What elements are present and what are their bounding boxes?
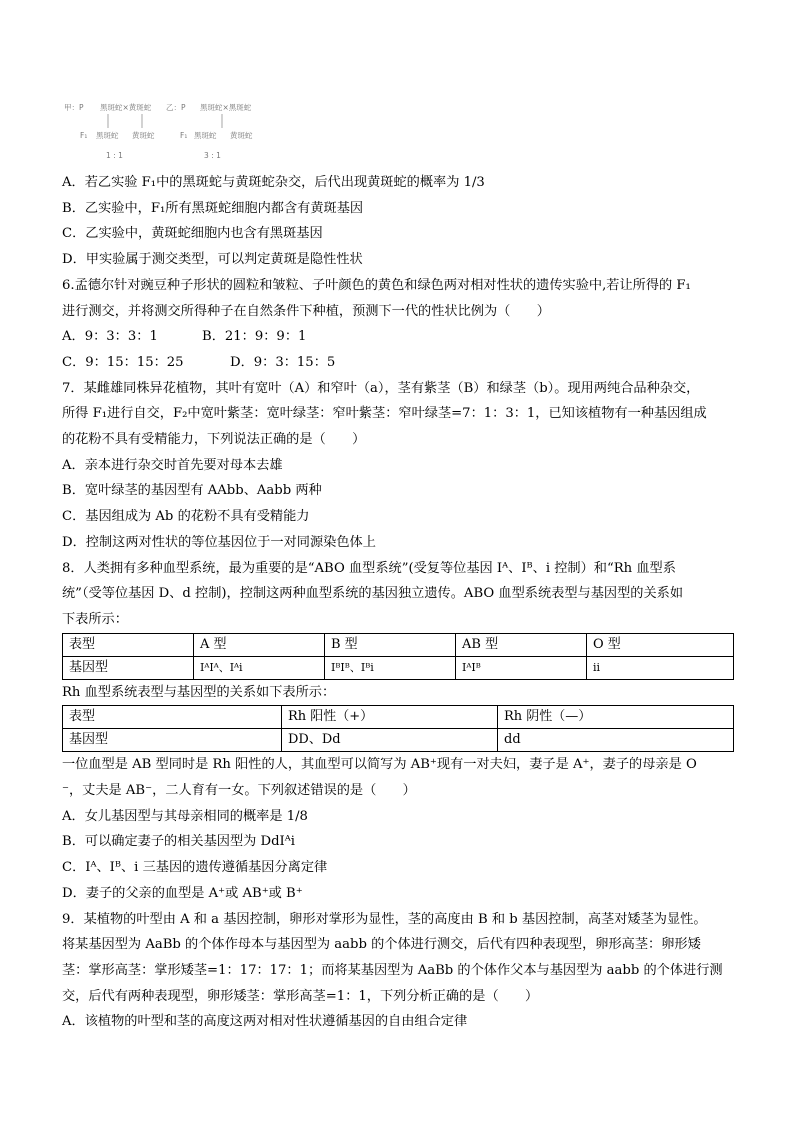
q8-para-2: ⁻，丈夫是 AB⁻，二人育有一女。下列叙述错误的是（ ） — [62, 783, 416, 799]
q8-table2-intro: Rh 血型系统表型与基因型的关系如下表所示： — [62, 684, 336, 700]
q5-option-b: B．乙实验中，F₁所有黑斑蛇细胞内都含有黄斑基因 — [62, 200, 364, 216]
q6-option-d: D．9：3：15：5 — [230, 354, 336, 370]
q9-stem-2: 将某基因型为 AaBb 的个体作母本与基因型为 aabb 的个体进行测交，后代有四种表现型，卵形高茎：卵形矮 — [62, 937, 701, 953]
q6-option-c: C．9：15：15：25 — [62, 354, 184, 370]
cross-diagram-svg — [62, 98, 262, 164]
q9-stem-1: 9．某植物的叶型由 A 和 a 基因控制，卵形对掌形为显性，茎的高度由 B 和 b 基因控制，高茎对矮茎为显性。 — [62, 911, 707, 927]
table-cell: 基因型 — [63, 729, 282, 752]
jia-f1: F₁ — [80, 131, 88, 140]
yi-label: 乙：P — [166, 103, 186, 112]
q9-option-a: A．该植物的叶型和茎的高度这两对相对性状遵循基因的自由组合定律 — [62, 1014, 468, 1030]
jia-offspring-black: 黑斑蛇 — [96, 131, 119, 140]
table-cell: dd — [498, 729, 734, 752]
table-cell: 表型 — [63, 706, 282, 729]
q7-stem-2: 所得 F₁进行自交，F₂中宽叶紫茎：宽叶绿茎：窄叶紫茎：窄叶绿茎=7：1：3：1，已知该植物有一种基因组成 — [62, 406, 707, 422]
jia-ratio: 1 : 1 — [106, 151, 123, 160]
q9-stem-4: 交，后代有两种表现型，卵形矮茎：掌形高茎=1：1，下列分析正确的是（ ） — [62, 988, 539, 1004]
q7-option-c: C．基因组成为 Ab 的花粉不具有受精能力 — [62, 509, 310, 525]
table-cell: O 型 — [587, 633, 734, 656]
q8-option-d: D．妻子的父亲的血型是 A⁺或 AB⁺或 B⁺ — [62, 885, 303, 901]
q8-option-c: C．Iᴬ、Iᴮ、i 三基因的遗传遵循基因分离定律 — [62, 860, 328, 876]
q6-option-a: A．9：3：3：1 — [62, 329, 158, 345]
jia-offspring-yellow: 黄斑蛇 — [132, 131, 155, 140]
table-cell: AB 型 — [456, 633, 587, 656]
table-cell: Rh 阴性（—） — [498, 706, 734, 729]
q7-option-d: D．控制这两对性状的等位基因位于一对同源染色体上 — [62, 534, 376, 550]
rh-table — [62, 705, 734, 752]
rh-table-genotype-row — [63, 729, 734, 752]
q9-stem-3: 茎：掌形高茎：掌形矮茎=1：17：17：1；而将某基因型为 AaBb 的个体作父本与基因型为 aabb 的个体进行测 — [62, 962, 723, 978]
q6-option-b: B．21：9：9：1 — [202, 329, 307, 345]
rh-table-header-row — [63, 706, 734, 729]
q6-stem-2: 进行测交，并将测交所得种子在自然条件下种植，预测下一代的性状比例为（ ） — [62, 303, 550, 319]
table-cell: Rh 阳性（+） — [282, 706, 498, 729]
q7-option-b: B．宽叶绿茎的基因型有 AAbb、Aabb 两种 — [62, 483, 322, 499]
table-cell: 基因型 — [63, 656, 194, 679]
table-cell: B 型 — [325, 633, 456, 656]
jia-label: 甲：P — [64, 103, 84, 112]
q7-stem-3: 的花粉不具有受精能力，下列说法正确的是（ ） — [62, 432, 366, 448]
q8-option-a: A．女儿基因型与其母亲相同的概率是 1/8 — [62, 808, 308, 824]
table-cell: 表型 — [63, 633, 194, 656]
q6-options-row-1 — [62, 324, 734, 350]
table-cell: A 型 — [194, 633, 325, 656]
jia-cross: 黑斑蛇×黄斑蛇 — [100, 103, 152, 112]
q8-stem-3: 下表所示： — [62, 611, 128, 627]
exam-content — [62, 170, 734, 1035]
yi-offspring-yellow: 黄斑蛇 — [230, 131, 253, 140]
abo-table-genotype-row — [63, 656, 734, 679]
cross-diagram — [62, 98, 262, 164]
q8-option-b: B．可以确定妻子的相关基因型为 DdIᴬi — [62, 834, 295, 850]
table-cell: ii — [587, 656, 734, 679]
table-cell: IᴬIᴮ — [456, 656, 587, 679]
yi-ratio: 3 : 1 — [204, 151, 221, 160]
q8-para-1: 一位血型是 AB 型同时是 Rh 阳性的人，其血型可以简写为 AB⁺现有一对夫妇，妻子是 A⁺，妻子的母亲是 O — [62, 757, 697, 773]
yi-cross: 黑斑蛇×黑斑蛇 — [200, 103, 252, 112]
table-cell: DD、Dd — [282, 729, 498, 752]
abo-table — [62, 633, 734, 680]
q5-option-c: C．乙实验中，黄斑蛇细胞内也含有黑斑基因 — [62, 226, 323, 242]
q5-option-a: A．若乙实验 F₁中的黑斑蛇与黄斑蛇杂交，后代出现黄斑蛇的概率为 1/3 — [62, 175, 485, 190]
q7-option-a: A．亲本进行杂交时首先要对母本去雄 — [62, 457, 283, 473]
q6-options-row-2 — [62, 350, 734, 376]
table-cell: IᴬIᴬ、Iᴬi — [194, 656, 325, 679]
q5-option-d: D．甲实验属于测交类型，可以判定黄斑是隐性性状 — [62, 252, 363, 268]
q8-stem-1: 8．人类拥有多种血型系统，最为重要的是“ABO 血型系统”(受复等位基因 Iᴬ、Iᴮ、i 控制）和“Rh 血型系 — [62, 560, 676, 576]
yi-f1: F₁ — [180, 131, 188, 140]
abo-table-header-row — [63, 633, 734, 656]
yi-offspring-black: 黑斑蛇 — [194, 131, 217, 140]
q8-stem-2: 统”（受等位基因 D、d 控制)，控制这两种血型系统的基因独立遗传。ABO 血型系统表型与基因型的关系如 — [62, 586, 684, 602]
table-cell: IᴮIᴮ、Iᴮi — [325, 656, 456, 679]
q7-stem-1: 7．某雌雄同株异花植物，其叶有宽叶（A）和窄叶（a），茎有紫茎（B）和绿茎（b）。现用两纯合品种杂交， — [62, 380, 700, 396]
q6-stem-1: 6.孟德尔针对豌豆种子形状的圆粒和皱粒、子叶颜色的黄色和绿色两对相对性状的遗传实验中,若让所得的 F₁ — [62, 277, 691, 293]
